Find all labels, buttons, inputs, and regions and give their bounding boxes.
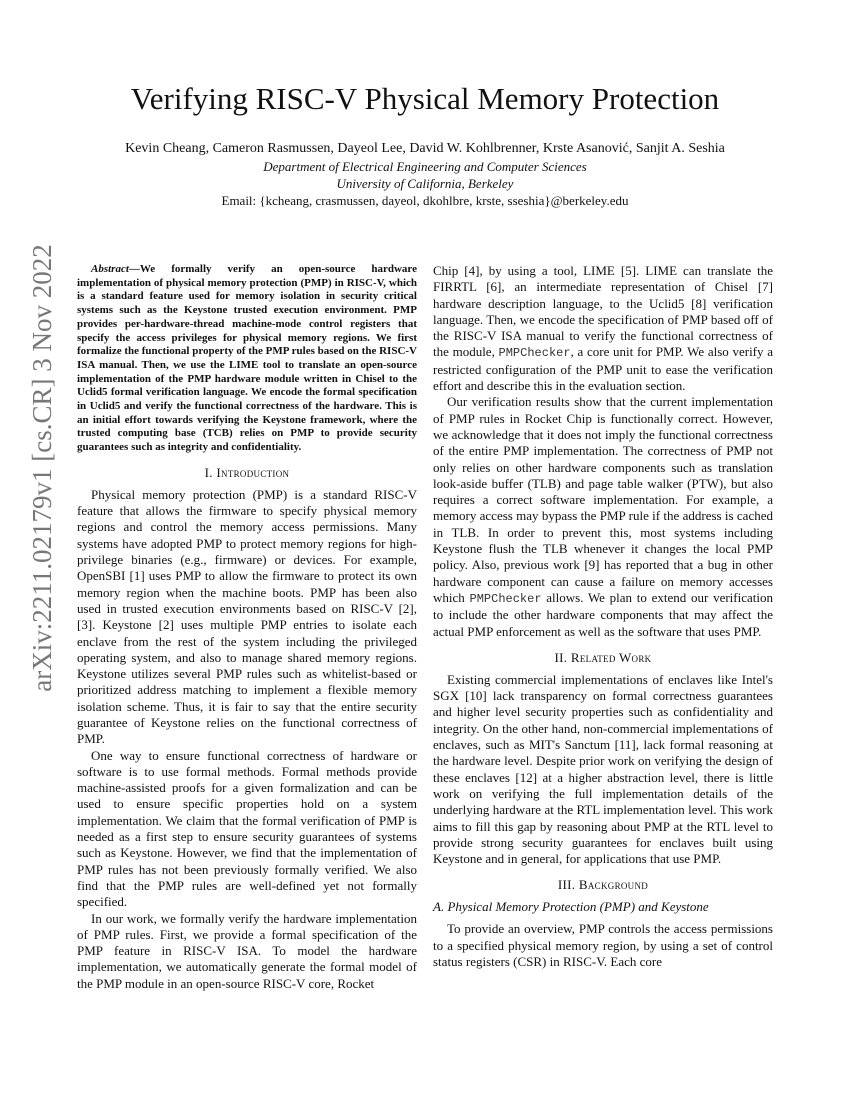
- abstract-label: Abstract: [91, 263, 129, 275]
- section-heading-intro: I. Introduction: [204, 464, 290, 480]
- text-span: Our verification results show that the current implementation of PMP rules in Rocket Chip is functionally correct. However, we acknowledge that it does not imply the functional correctness of the entire PMP implementation. The correctness of PMP not only relies on other hardware components such as translation look-aside buffer (TLB) and page table walker (PTW), but also requires a correct software implementation. For example, a memory access may bypass the PMP rule if the address is cached in TLB. In order to prevent this, most systems including Keystone flush the TLB whenever it changes the local PMP policy. Also, previous work [9] has reported that a bug in other hardware component can cause a failure on memory accesses which: [433, 394, 773, 605]
- intro-paragraph-1: Physical memory protection (PMP) is a standard RISC-V feature that allows the firmware to specify physical memory regions and control the memory access permissions. Many systems have adopted PMP to protect memory regions for high-privilege binaries (e.g., firmware) or devices. For example, OpenSBI [1] uses PMP to allow the firmware to protect its own memory region when the machine boots. PMP has been also used in trusted execution environments based on RISC-V [2], [3]. Keystone [2] uses multiple PMP entries to isolate each enclave from the rest of the system including the privileged operating system, and also to manage shared memory regions. Keystone utilizes several PMP rules such as whitelist-based or prioritized address matching to implement a flexible memory isolation scheme. Thus, it is fair to say that the entire security guarantee of Keystone relies on the functional correctness of PMP.: [77, 486, 417, 747]
- abstract: [77, 263, 417, 455]
- intro-paragraph-4: [433, 394, 773, 639]
- section-heading-background: III. Background: [557, 877, 649, 893]
- author-list: Kevin Cheang, Cameron Rasmussen, Dayeol Lee, David W. Kohlbrenner, Krste Asanović, Sanjit A. Seshia: [125, 141, 725, 156]
- background-paragraph-1: To provide an overview, PMP controls the access permissions to a specified physical memory region, by using a set of control status registers (CSR) in RISC-V. Each core: [433, 921, 773, 969]
- university: University of California, Berkeley: [336, 176, 514, 191]
- department: Department of Electrical Engineering and Computer Sciences: [263, 159, 587, 174]
- intro-paragraph-3: In our work, we formally verify the hardware implementation of PMP rules. First, we provide a formal specification of the PMP feature in RISC-V ISA. To model the hardware implementation, we automatically generate the formal model of the PMP module in an open-source RISC-V core, Rocket: [77, 910, 417, 991]
- code-pmpchecker: PMPChecker: [469, 591, 542, 606]
- left-column: [77, 263, 417, 992]
- intro-paragraph-3-continued: [433, 263, 773, 394]
- right-column: [433, 263, 773, 970]
- email-line: Email: {kcheang, crasmussen, dayeol, dkohlbre, krste, sseshia}@berkeley.edu: [221, 193, 629, 208]
- section-heading-related-work: II. Related Work: [554, 649, 652, 665]
- abstract-text: —We formally verify an open-source hardware implementation of physical memory protection (PMP) in RISC-V, which is a standard feature used for memory isolation in security critical systems such as the Keystone trusted execution environment. PMP provides per-hardware-thread machine-mode control registers that specify the access privileges for physical memory regions. We first formalize the functional property of the PMP rules based on the RISC-V ISA manual. Then, we use the LIME tool to translate an open-source implementation of the PMP hardware module written in Chisel to the Uclid5 formal verification language. We encode the formal specification in Uclid5 and verify the functional correctness of the hardware. This is an initial effort towards verifying the Keystone framework, where the trusted computing base (TCB) relies on PMP to provide security guarantees such as integrity and confidentiality.: [77, 263, 417, 454]
- code-pmpchecker: PMPChecker: [498, 346, 571, 361]
- text-span: allows. We plan to extend our verification to include the other hardware components that may affect the actual PMP enforcement as well as the software that uses PMP.: [433, 589, 773, 639]
- subsection-heading-pmp: A. Physical Memory Protection (PMP) and Keystone: [433, 899, 709, 915]
- text-span: , a core unit for PMP. We also verify a restricted configuration of the PMP unit to ease the verification effort and describe this in the evaluation section.: [433, 344, 773, 394]
- related-work-paragraph: Existing commercial implementations of enclaves like Intel's SGX [10] lack transparency on formal correctness guarantees and higher level security properties such as confidentiality and integrity. On the other hand, non-commercial implementations of enclaves, such as MIT's Sanctum [11], lack formal reasoning at the hardware level. Despite prior work on verifying the design of these enclaves [12] at a higher abstraction level, there is little work on verifying the full implementation details of the underlying hardware at the RTL implementation level. This work aims to fill this gap by reasoning about PMP at the RTL level to provide strong security guarantees for enclaves built using Keystone and in general, for applications that use PMP.: [433, 671, 773, 867]
- text-span: Chip [4], by using a tool, LIME [5]. LIME can translate the FIRRTL [6], an intermediate representation of Chisel [7] hardware description language, to the Uclid5 [8] verification language. Then, we encode the specification of PMP based off of the RISC-V ISA manual to verify the functional correctness of the module,: [433, 263, 773, 360]
- arxiv-stamp[interactable]: arXiv:2211.02179v1 [cs.CR] 3 Nov 2022: [27, 244, 57, 692]
- intro-paragraph-2: One way to ensure functional correctness of hardware or software is to use formal methods. Formal methods provide machine-assisted proofs for a given formalization and can be used to ensure specific properties hold on a system implementation. We claim that the formal verification of PMP is needed as a first step to ensure security guarantees of systems such as Keystone. However, we find that the implementation of PMP rules has not been previously formally verified. We also find that the PMP rules are well-defined yet not formally specified.: [77, 747, 417, 910]
- paper-title: Verifying RISC-V Physical Memory Protection: [130, 81, 720, 116]
